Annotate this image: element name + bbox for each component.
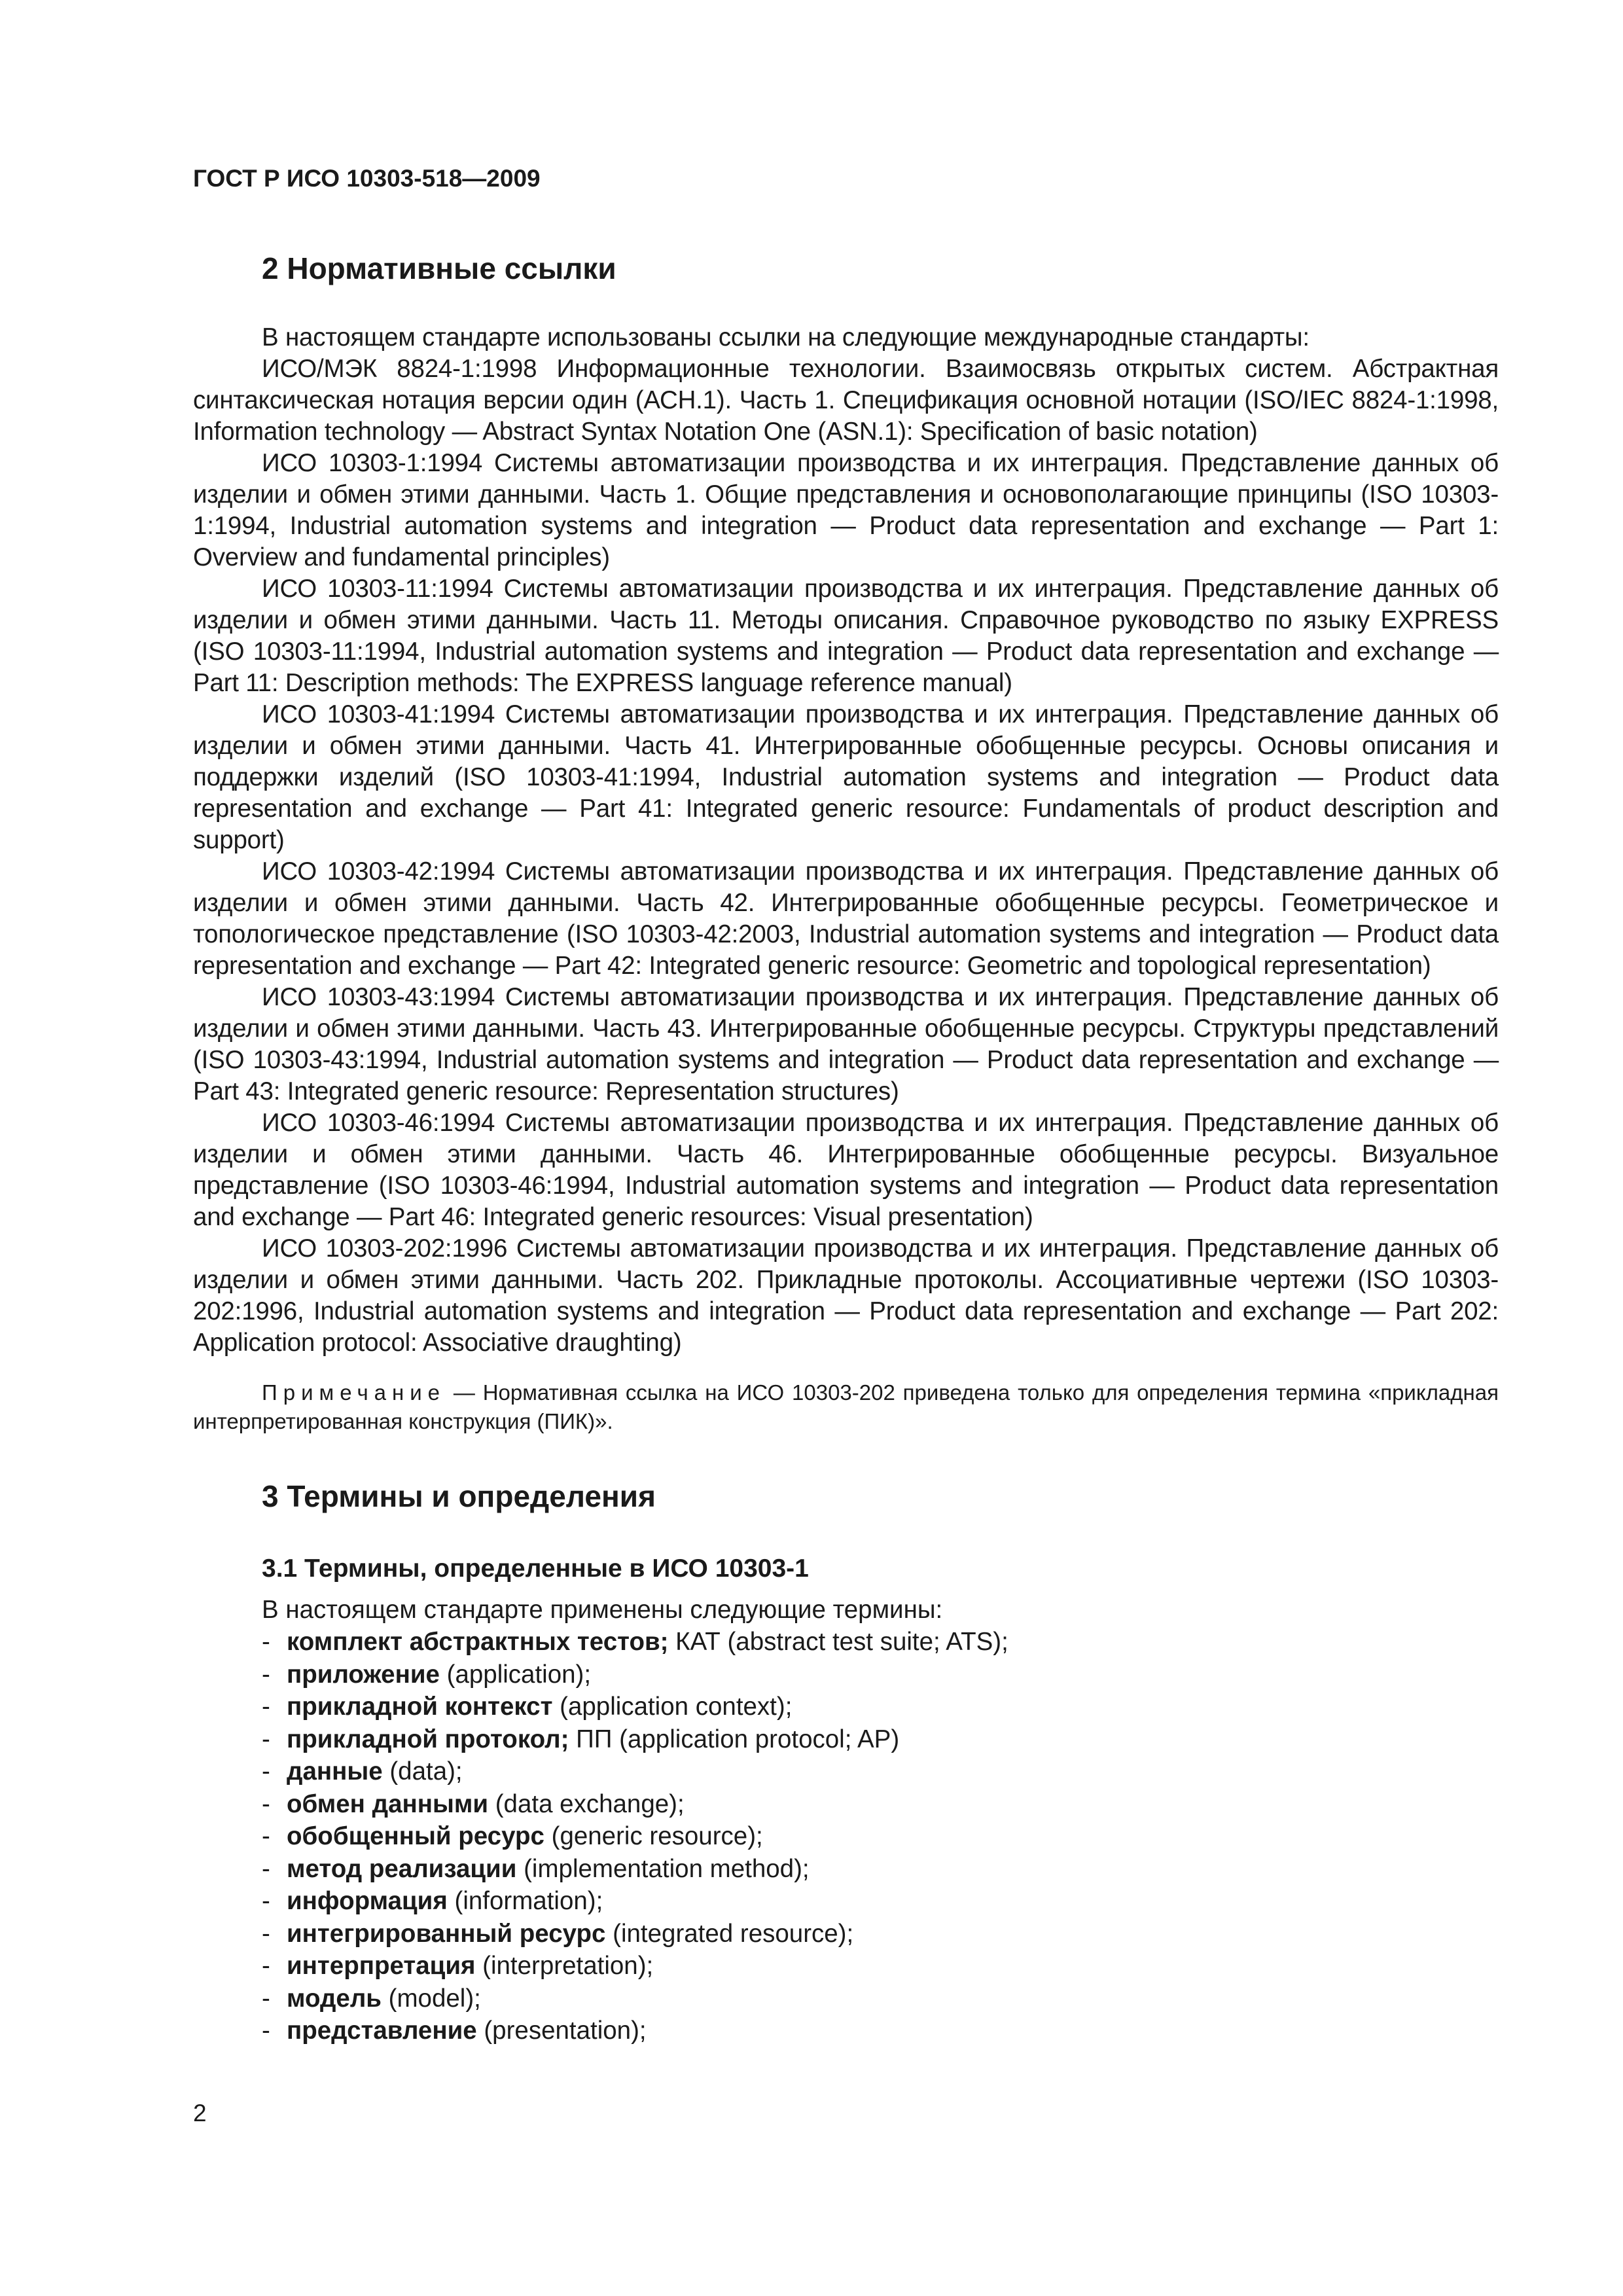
term-translation: КАТ (abstract test suite; ATS); [668,1628,1008,1656]
list-dash: - [262,1660,270,1689]
list-dash: - [262,2017,270,2045]
term-name: информация [287,1887,448,1915]
reference-item: ИСО/МЭК 8824-1:1998 Информационные технологии. Взаимосвязь открытых систем. Абстрактная синтаксическая нотация версии один (АСН.1). Часть 1. Спецификация основной нотации (ISO/IEC 8824-1:1998, Information technology — Abstract Syntax Notation One (ASN.1): Specification of basic notation) [193,355,1499,446]
term-translation: (interpretation); [475,1952,654,1980]
term-name: данные [287,1757,383,1785]
term-name: прикладной протокол; [287,1725,569,1753]
term-name: представление [287,2017,477,2045]
reference-item: ИСО 10303-1:1994 Системы автоматизации производства и их интеграция. Представление данных об изделии и обмен этими данными. Часть 1. Общие представления и основополагающие принципы (ISO 10303-1:1994, Industrial automation systems and integration — Product data representation and exchange — Part 1: Overview and fundamental principles) [193,449,1499,571]
list-dash: - [262,1628,270,1656]
term-name: обобщенный ресурс [287,1822,544,1850]
list-item [262,1788,1499,1821]
list-item [262,1723,1499,1756]
term-translation: (data exchange); [488,1789,685,1818]
document-code-header: ГОСТ Р ИСО 10303-518—2009 [193,165,541,192]
list-item [262,1885,1499,1918]
reference-item: ИСО 10303-42:1994 Системы автоматизации производства и их интеграция. Представление данных об изделии и обмен этими данными. Часть 42. Интегрированные обобщенные ресурсы. Геометрическое и топологическое представление (ISO 10303-42:2003, Industrial automation systems and integration — Product data representation and exchange — Part 42: Integrated generic resource: Geometric and topological representation) [193,857,1499,980]
term-name: интерпретация [287,1952,476,1980]
section-2-title: 2 Нормативные ссылки [262,251,616,285]
term-translation: (data); [382,1757,463,1785]
term-name: модель [287,1984,382,2013]
list-dash: - [262,1952,270,1980]
term-translation: (presentation); [476,2017,647,2045]
note-text: — Нормативная ссылка на ИСО 10303-202 приведена только для определения термина «прикладная интерпретированная конструкция (ПИК)». [193,1380,1499,1433]
document-page [193,162,1499,2047]
reference-item: ИСО 10303-43:1994 Системы автоматизации производства и их интеграция. Представление данных об изделии и обмен этими данными. Часть 43. Интегрированные обобщенные ресурсы. Структуры представлений (ISO 10303-43:1994, Industrial automation systems and integration — Product data representation and exchange — Part 43: Integrated generic resource: Representation structures) [193,983,1499,1105]
list-item [262,1691,1499,1723]
terms-list [193,1626,1499,2047]
term-translation: (application); [439,1660,592,1689]
term-name: прикладной контекст [287,1693,553,1721]
term-name: метод реализации [287,1854,517,1883]
list-item [262,1755,1499,1788]
list-item [262,1820,1499,1853]
term-name: интегрированный ресурс [287,1919,606,1948]
reference-item: ИСО 10303-46:1994 Системы автоматизации производства и их интеграция. Представление данных об изделии и обмен этими данными. Часть 46. Интегрированные обобщенные ресурсы. Визуальное представление (ISO 10303-46:1994, Industrial automation systems and integration — Product data representation and exchange — Part 46: Integrated generic resources: Visual presentation) [193,1109,1499,1231]
list-item [262,2015,1499,2047]
list-dash: - [262,1887,270,1915]
term-translation: (generic resource); [544,1822,763,1850]
note-paragraph [193,1378,1499,1436]
term-translation: (implementation method); [516,1854,810,1883]
term-translation: (application context); [552,1693,793,1721]
list-dash: - [262,1789,270,1818]
list-dash: - [262,1725,270,1753]
reference-item: ИСО 10303-11:1994 Системы автоматизации производства и их интеграция. Представление данных об изделии и обмен этими данными. Часть 11. Методы описания. Справочное руководство по языку EXPRESS (ISO 10303-11:1994, Industrial automation systems and integration — Product data representation and exchange — Part 11: Description methods: The EXPRESS language reference manual) [193,575,1499,697]
list-item [262,1918,1499,1950]
list-item [262,1950,1499,1982]
list-item [262,1626,1499,1659]
term-name: обмен данными [287,1789,489,1818]
term-translation: ПП (application protocol; AP) [569,1725,900,1753]
list-dash: - [262,1854,270,1883]
section-3-title: 3 Термины и определения [262,1479,656,1513]
references-intro: В настоящем стандарте использованы ссылки на следующие международные стандарты: [262,323,1310,351]
normative-references [193,322,1499,1359]
list-dash: - [262,1757,270,1785]
list-dash: - [262,1693,270,1721]
list-item [262,1853,1499,1886]
term-translation: (information); [447,1887,603,1915]
term-translation: (model); [381,1984,481,2013]
page-number: 2 [193,2100,207,2126]
list-item [262,1659,1499,1691]
list-dash: - [262,1919,270,1948]
terms-intro: В настоящем стандарте применены следующие термины: [262,1596,943,1624]
list-dash: - [262,1822,270,1850]
list-item [262,1982,1499,2015]
reference-item: ИСО 10303-202:1996 Системы автоматизации производства и их интеграция. Представление данных об изделии и обмен этими данными. Часть 202. Прикладные протоколы. Ассоциативные чертежи (ISO 10303-202:1996, Industrial automation systems and integration — Product data representation and exchange — Part 202: Application protocol: Associative draughting) [193,1234,1499,1357]
term-name: комплект абстрактных тестов; [287,1628,669,1656]
term-name: приложение [287,1660,440,1689]
note-label: Примечание [262,1380,446,1405]
list-dash: - [262,1984,270,2013]
term-translation: (integrated resource); [605,1919,854,1948]
subsection-3-1-title: 3.1 Термины, определенные в ИСО 10303-1 [262,1554,809,1583]
reference-item: ИСО 10303-41:1994 Системы автоматизации производства и их интеграция. Представление данных об изделии и обмен этими данными. Часть 41. Интегрированные обобщенные ресурсы. Основы описания и поддержки изделий (ISO 10303-41:1994, Industrial automation systems and integration — Product data representation and exchange — Part 41: Integrated generic resource: Fundamentals of product description and support) [193,700,1499,854]
